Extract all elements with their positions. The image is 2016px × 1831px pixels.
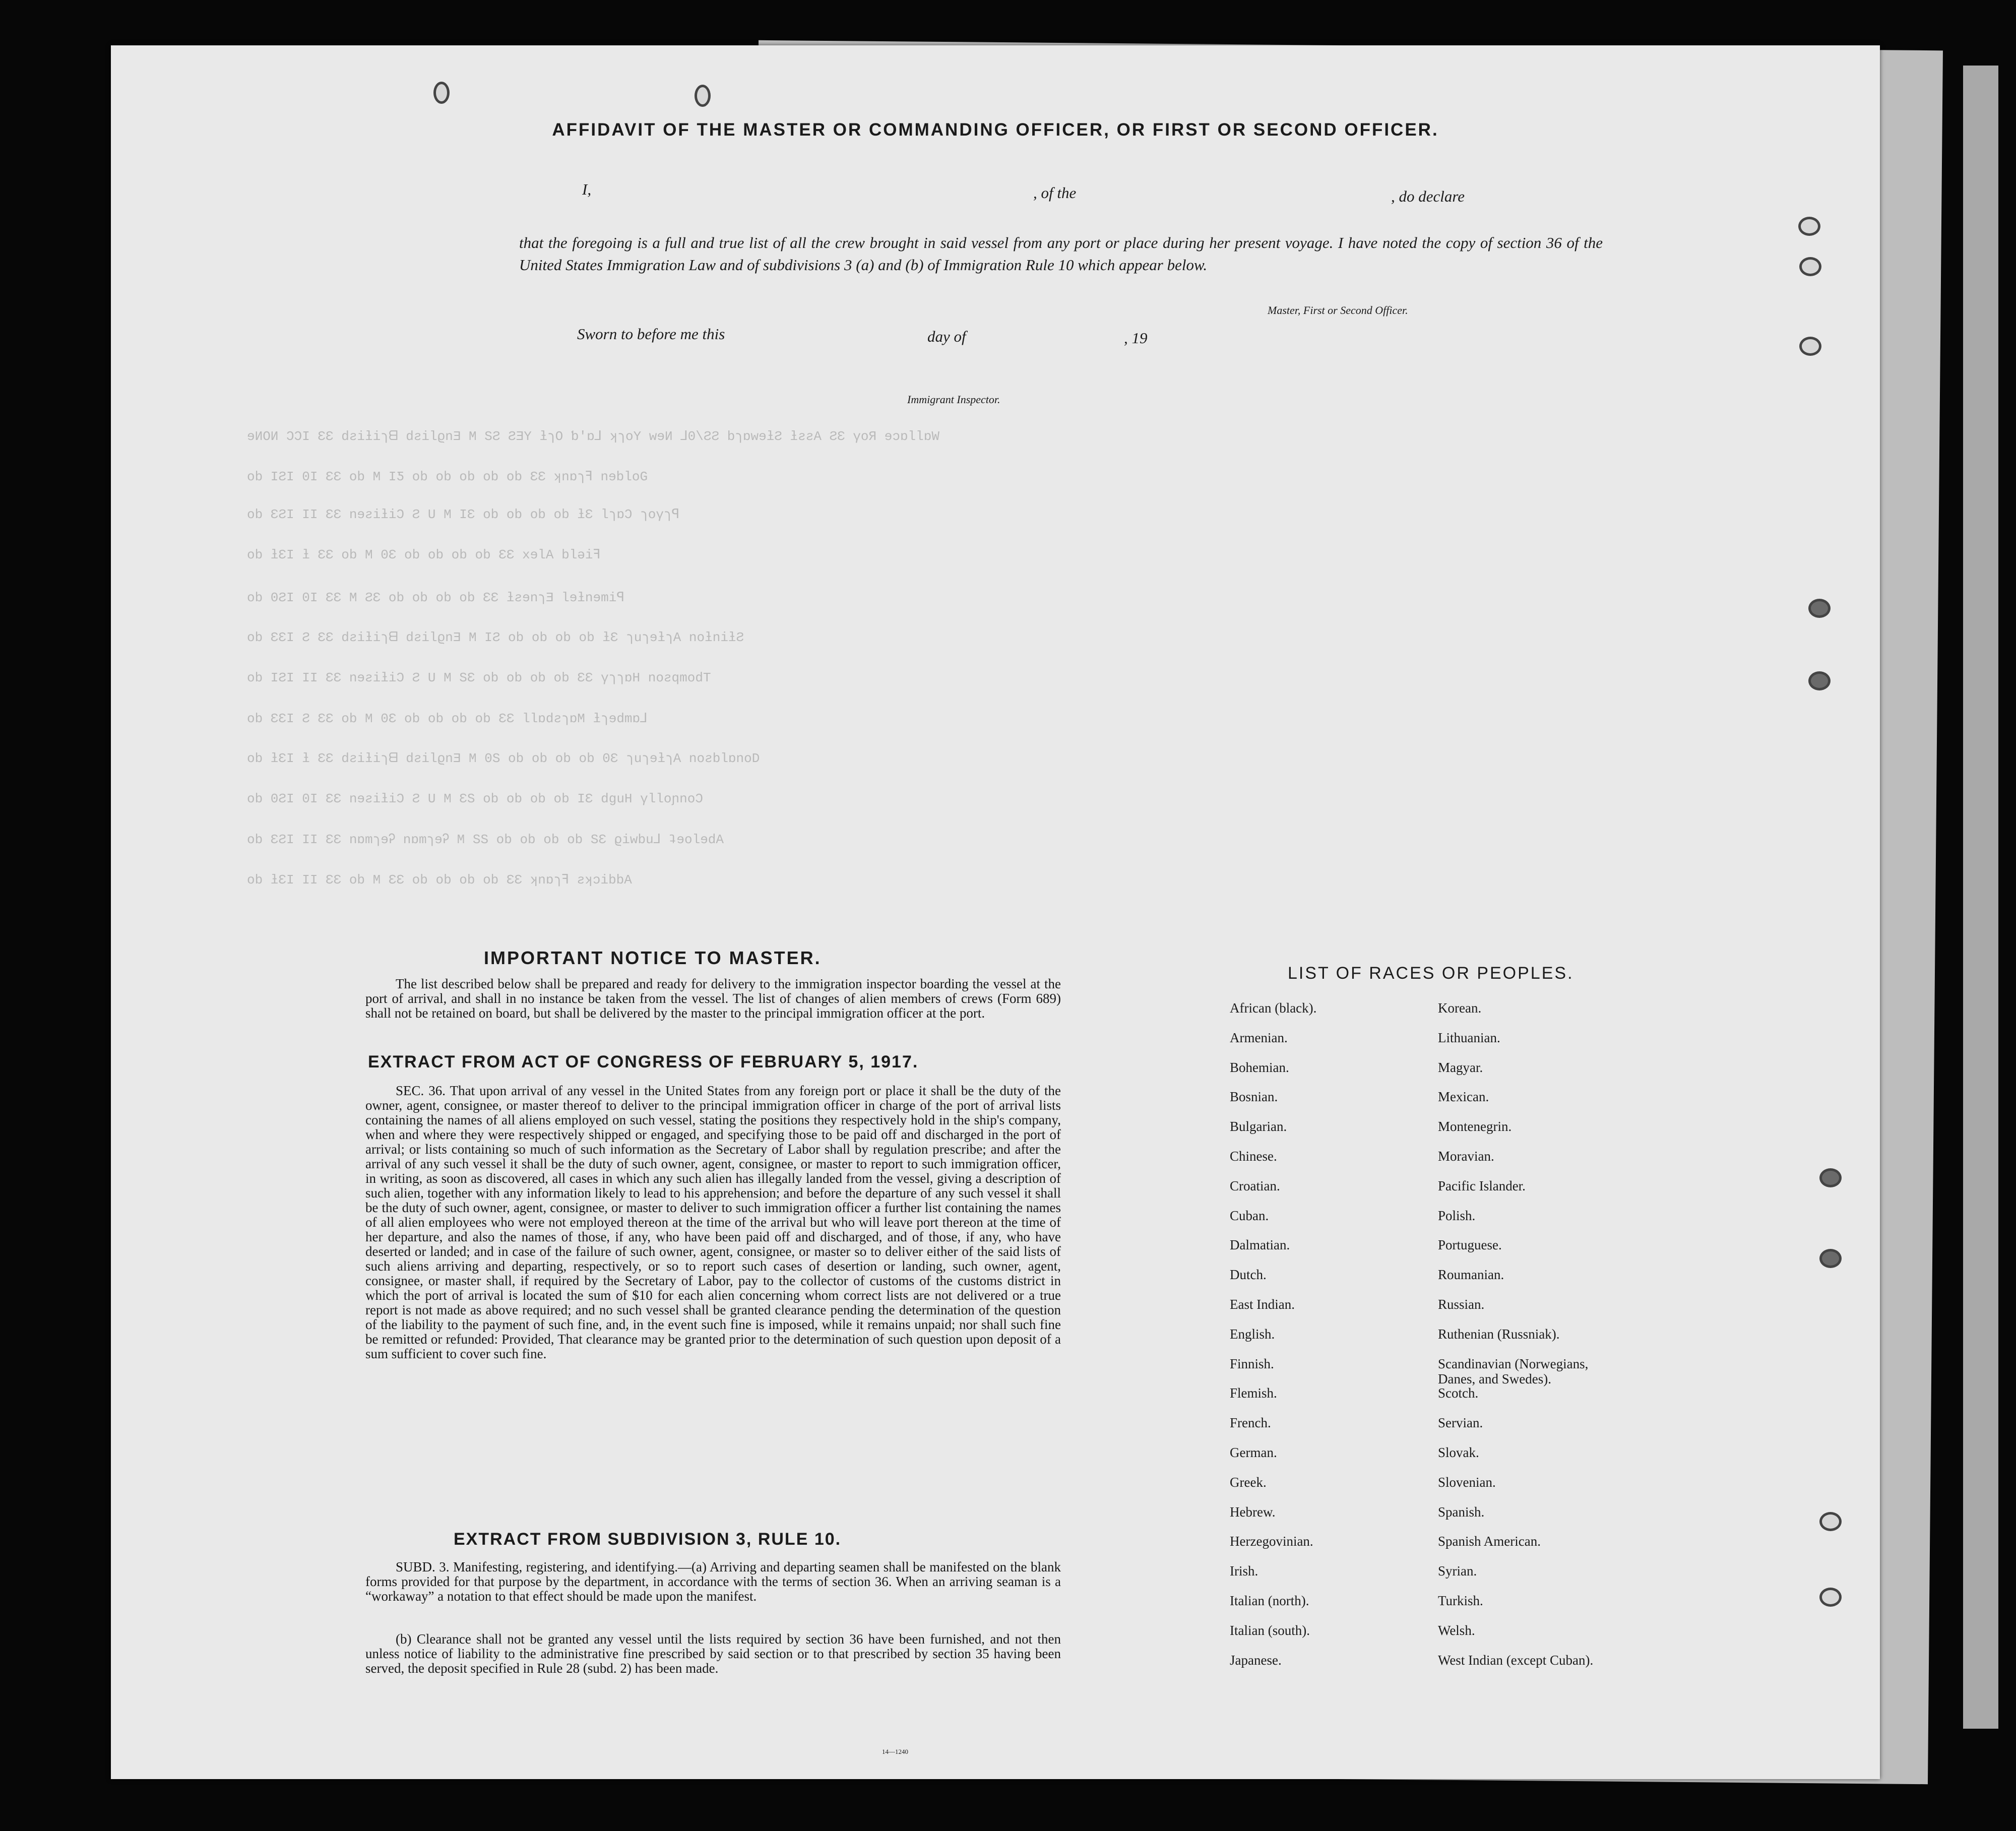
- race-item: Syrian.: [1438, 1563, 1477, 1579]
- year-label: , 19: [1124, 329, 1148, 347]
- race-item: Spanish.: [1438, 1504, 1485, 1520]
- master-signature-label: Master, First or Second Officer.: [1268, 304, 1408, 317]
- bleed-through-row: ob ƚƐI ƚ ƐƐ dƨiƚiɿᗺ dƨilϱnƎ M 0S ob ob ob ob 0Ɛ ɿuɿɘƚɿA noƨblɒnoD: [247, 751, 760, 766]
- race-item: Slovak.: [1438, 1444, 1479, 1460]
- race-item: West Indian (except Cuban).: [1438, 1652, 1594, 1668]
- race-item: Russian.: [1438, 1296, 1485, 1312]
- adjacent-page-strip: [1963, 66, 1998, 1729]
- punch-hole-icon: [1819, 1512, 1842, 1531]
- immigrant-inspector-label: Immigrant Inspector.: [907, 393, 1000, 406]
- race-item: Bosnian.: [1230, 1089, 1278, 1105]
- races-list-title: LIST OF RACES OR PEOPLES.: [1288, 964, 1574, 983]
- race-item: Welsh.: [1438, 1622, 1475, 1638]
- rule-10-subdivision-a: SUBD. 3. Manifesting, registering, and identifying.—(a) Arriving and departing seamen shall be manifested on the blank forms provided for that purpose by the department, in accordance with the terms of section 36. When an arriving seaman is a “workaway” a notation to that effect should be made upon the manifest.: [365, 1559, 1061, 1604]
- punch-hole-icon: [433, 82, 450, 104]
- race-item: Slovenian.: [1438, 1474, 1496, 1490]
- race-item: Herzegovinian.: [1230, 1534, 1313, 1549]
- punch-hole-icon: [1799, 337, 1821, 356]
- race-item: Bulgarian.: [1230, 1119, 1287, 1134]
- race-item: Ruthenian (Russniak).: [1438, 1326, 1560, 1342]
- bleed-through-row: ob ƚƐI II ƐƐ ob M ƐƐ ob ob ob ob ƐƐ ʞnɒɿꟻ ƨʞɔibbA: [247, 872, 632, 888]
- race-item: Cuban.: [1230, 1208, 1269, 1223]
- bleed-through-row: ob ƚƐI ƚ ƐƐ ob M 0Ɛ ob ob ob ob ƐƐ xɘlA bləiꟻ: [247, 547, 601, 562]
- punch-hole-icon: [1819, 1168, 1842, 1187]
- race-item: Hebrew.: [1230, 1504, 1276, 1520]
- race-item: Portuguese.: [1438, 1237, 1502, 1253]
- race-item: Spanish American.: [1438, 1534, 1541, 1549]
- race-item: Pacific Islander.: [1438, 1178, 1526, 1193]
- race-item: Chinese.: [1230, 1148, 1277, 1164]
- race-item: East Indian.: [1230, 1296, 1295, 1312]
- race-item: Scotch.: [1438, 1385, 1479, 1401]
- race-item: Bohemian.: [1230, 1059, 1289, 1075]
- race-item: African (black).: [1230, 1000, 1317, 1016]
- day-of-label: day of: [927, 328, 966, 345]
- act-of-congress-title: EXTRACT FROM ACT OF CONGRESS OF FEBRUARY 5, 1917.: [368, 1052, 919, 1071]
- race-item: Greek.: [1230, 1474, 1267, 1490]
- race-item: Moravian.: [1438, 1148, 1494, 1164]
- section-36-text: SEC. 36. That upon arrival of any vessel in the United States from any foreign port or place it shall be the duty of the owner, agent, consignee, or master thereof to deliver to the principal immigration officer in charge of the port of arrival lists containing the names of all aliens employed on such vessel, stating the positions they respectively hold in the ship's company, when and where they were respectively shipped or engaged, and specifying those to be paid off and discharged in the port of arrival; or lists containing so much of such information as the Secretary of Labor shall by regulation prescribe; and after the arrival of any such vessel it shall be the duty of such owner, agent, consignee, or master to report to such immigration officer, in writing, as soon as discovered, all cases in which any such alien has illegally landed from the vessel, giving a description of such alien, together with any information likely to lead to his apprehension; and before the departure of any such vessel it shall be the duty of such owner, agent, consignee, or master to deliver to such immigration officer a further list containing the names of all alien employees who were not employed thereon at the time of the arrival but who will leave port thereon at the time of her departure, and also the names of those, if any, who have been paid off and discharged, and of those, if any, who have deserted or landed; and in case of the failure of such owner, agent, consignee, or master so to deliver either of the said lists of such aliens arriving and departing, respectively, or so to report such cases of desertion or landing, such owner, agent, consignee, or master shall, if required by the Secretary of Labor, pay to the collector of customs of the customs district in which the port of arrival is located the sum of $10 for each alien concerning whom correct lists are not delivered or a true report is not made as above required; and no such vessel shall be granted clearance pending the determination of the question of the liability to the payment of such fine, and, in the event such fine is imposed, while it remains unpaid; nor shall such fine be remitted or refunded: Provided, That clearance may be granted prior to the determination of such question upon deposit of a sum sufficient to cover such fine.: [365, 1083, 1061, 1361]
- race-item: Korean.: [1438, 1000, 1482, 1016]
- bleed-through-row: ob ƐƐI Ƨ ƐƐ ob M 0Ɛ ob ob ob ob ƐƐ llɒdƨɿɒM ƚɿɘdmɒ⅃: [247, 711, 648, 726]
- bleed-through-row: ɘИOИ ƆƆI ƐƐ dƨiƚiɿᗺ dƨilϱnƎ M SƧ ƧƎY ƚɿO ƅ'ɒ⅃ ʞɿoY wɘИ ⅃0\ƧƧ bɿɒwɘƚƧ ƚƨƨA ƧƐ γoЯ ɘɔɒllɒW: [247, 429, 939, 444]
- bleed-through-row: ob IƧI II ƐƐ nɘƨiƚiƆ Ƨ U M SƐ ob ob ob ob ƐƐ γɿɿɒH noƨqmodT: [247, 670, 711, 685]
- race-item: Lithuanian.: [1438, 1030, 1500, 1045]
- race-item: Montenegrin.: [1438, 1119, 1512, 1134]
- important-notice-text: The list described below shall be prepared and ready for delivery to the immigration inspector boarding the vessel at the port of arrival, and shall in no instance be taken from the vessel. The list of changes of alien members of crews (Form 689) shall not be retained on board, but shall be delivered by the master to the principal immigration officer at the port.: [365, 976, 1061, 1021]
- race-item: Magyar.: [1438, 1059, 1483, 1075]
- race-item: Armenian.: [1230, 1030, 1288, 1045]
- races-column-left: [1230, 1000, 1446, 1682]
- punch-hole-icon: [695, 85, 711, 107]
- bleed-through-row: ob 0ƧI 0I ƐƐ nɘƨiƚiƆ Ƨ U M ƐS ob ob ob ob IƐ dguH γlloɲnoƆ: [247, 791, 703, 806]
- race-item: Croatian.: [1230, 1178, 1280, 1193]
- race-item: Polish.: [1438, 1208, 1476, 1223]
- race-item: Irish.: [1230, 1563, 1258, 1579]
- punch-hole-icon: [1819, 1588, 1842, 1607]
- race-item: Finnish.: [1230, 1356, 1274, 1371]
- race-item: Mexican.: [1438, 1089, 1489, 1105]
- bleed-through-row: ob ƐƧI II ƐƐ nɒmɿɘᎮ nɒmɿɘᎮ M SS ob ob ob ob SƐ ϱiwbu⅃ ʇɘolɘdA: [247, 832, 724, 847]
- race-item: Dalmatian.: [1230, 1237, 1290, 1253]
- punch-hole-icon: [1799, 257, 1821, 276]
- race-item: French.: [1230, 1415, 1271, 1431]
- affidavit-do-declare-label: , do declare: [1391, 187, 1465, 205]
- manifest-page: [111, 45, 1880, 1779]
- race-item: Italian (south).: [1230, 1622, 1310, 1638]
- important-notice-title: IMPORTANT NOTICE TO MASTER.: [484, 948, 822, 968]
- sworn-label: Sworn to before me this: [577, 325, 725, 343]
- bleed-through-row: ob 0ƧI 0I ƐƐ M ƧƐ ob ob ob ob ƐƐ ƚƨɘnɿƎ lɘƚnɘmiꟼ: [247, 590, 624, 605]
- race-item: Roumanian.: [1438, 1267, 1504, 1283]
- affidavit-of-the-label: , of the: [1033, 184, 1077, 202]
- punch-hole-icon: [1819, 1249, 1842, 1268]
- rule-10-title: EXTRACT FROM SUBDIVISION 3, RULE 10.: [454, 1530, 842, 1549]
- race-item: Flemish.: [1230, 1385, 1277, 1401]
- races-column-right: [1438, 1000, 1740, 1682]
- race-item: English.: [1230, 1326, 1275, 1342]
- affidavit-statement: that the foregoing is a full and true list of all the crew brought in said vessel from any port or place during her present voyage. I have noted the copy of section 36 of the United States Immigration Law and of subdivisions 3 (a) and (b) of Immigration Rule 10 which appear below.: [519, 234, 1603, 274]
- race-item: Scandinavian (Norwegians, Danes, and Swedes).: [1438, 1356, 1589, 1386]
- race-item: German.: [1230, 1444, 1277, 1460]
- affidavit-title: AFFIDAVIT OF THE MASTER OR COMMANDING OFFICER, OR FIRST OR SECOND OFFICER.: [552, 120, 1439, 140]
- rule-10-subdivision-b: (b) Clearance shall not be granted any vessel until the lists required by section 36 have been furnished, and not then unless notice of liability to the administrative fine prescribed by said section or to that prescribed by section 35 having been served, the deposit specified in Rule 28 (subd. 2) has been made.: [365, 1631, 1061, 1676]
- race-item: Dutch.: [1230, 1267, 1267, 1283]
- race-item: Turkish.: [1438, 1593, 1483, 1608]
- bleed-through-row: ob ƐƧI II ƐƐ nɘƨiƚiƆ Ƨ U M IƐ ob ob ob ob ƚƐ lɿɒƆ ɿoγɿꟼ: [247, 507, 680, 522]
- race-item: Japanese.: [1230, 1652, 1282, 1668]
- race-item: Servian.: [1438, 1415, 1483, 1431]
- bleed-through-row: ob ƐƐI Ƨ ƐƐ dƨiƚiɿᗺ dƨilϱnƎ M IƧ ob ob ob ob ƚƐ ɿuɿɘƚɿA noƚniƚƧ: [247, 630, 744, 645]
- race-item: Italian (north).: [1230, 1593, 1309, 1608]
- punch-hole-icon: [1798, 217, 1820, 236]
- bleed-through-row: ob IƧI 0I ƐƐ ob M IƼ ob ob ob ob ob ƐƐ ʞnɒɿꟻ nɘbloG: [247, 469, 648, 484]
- affidavit-i-label: I,: [582, 180, 592, 198]
- form-number: 14—1240: [882, 1748, 908, 1755]
